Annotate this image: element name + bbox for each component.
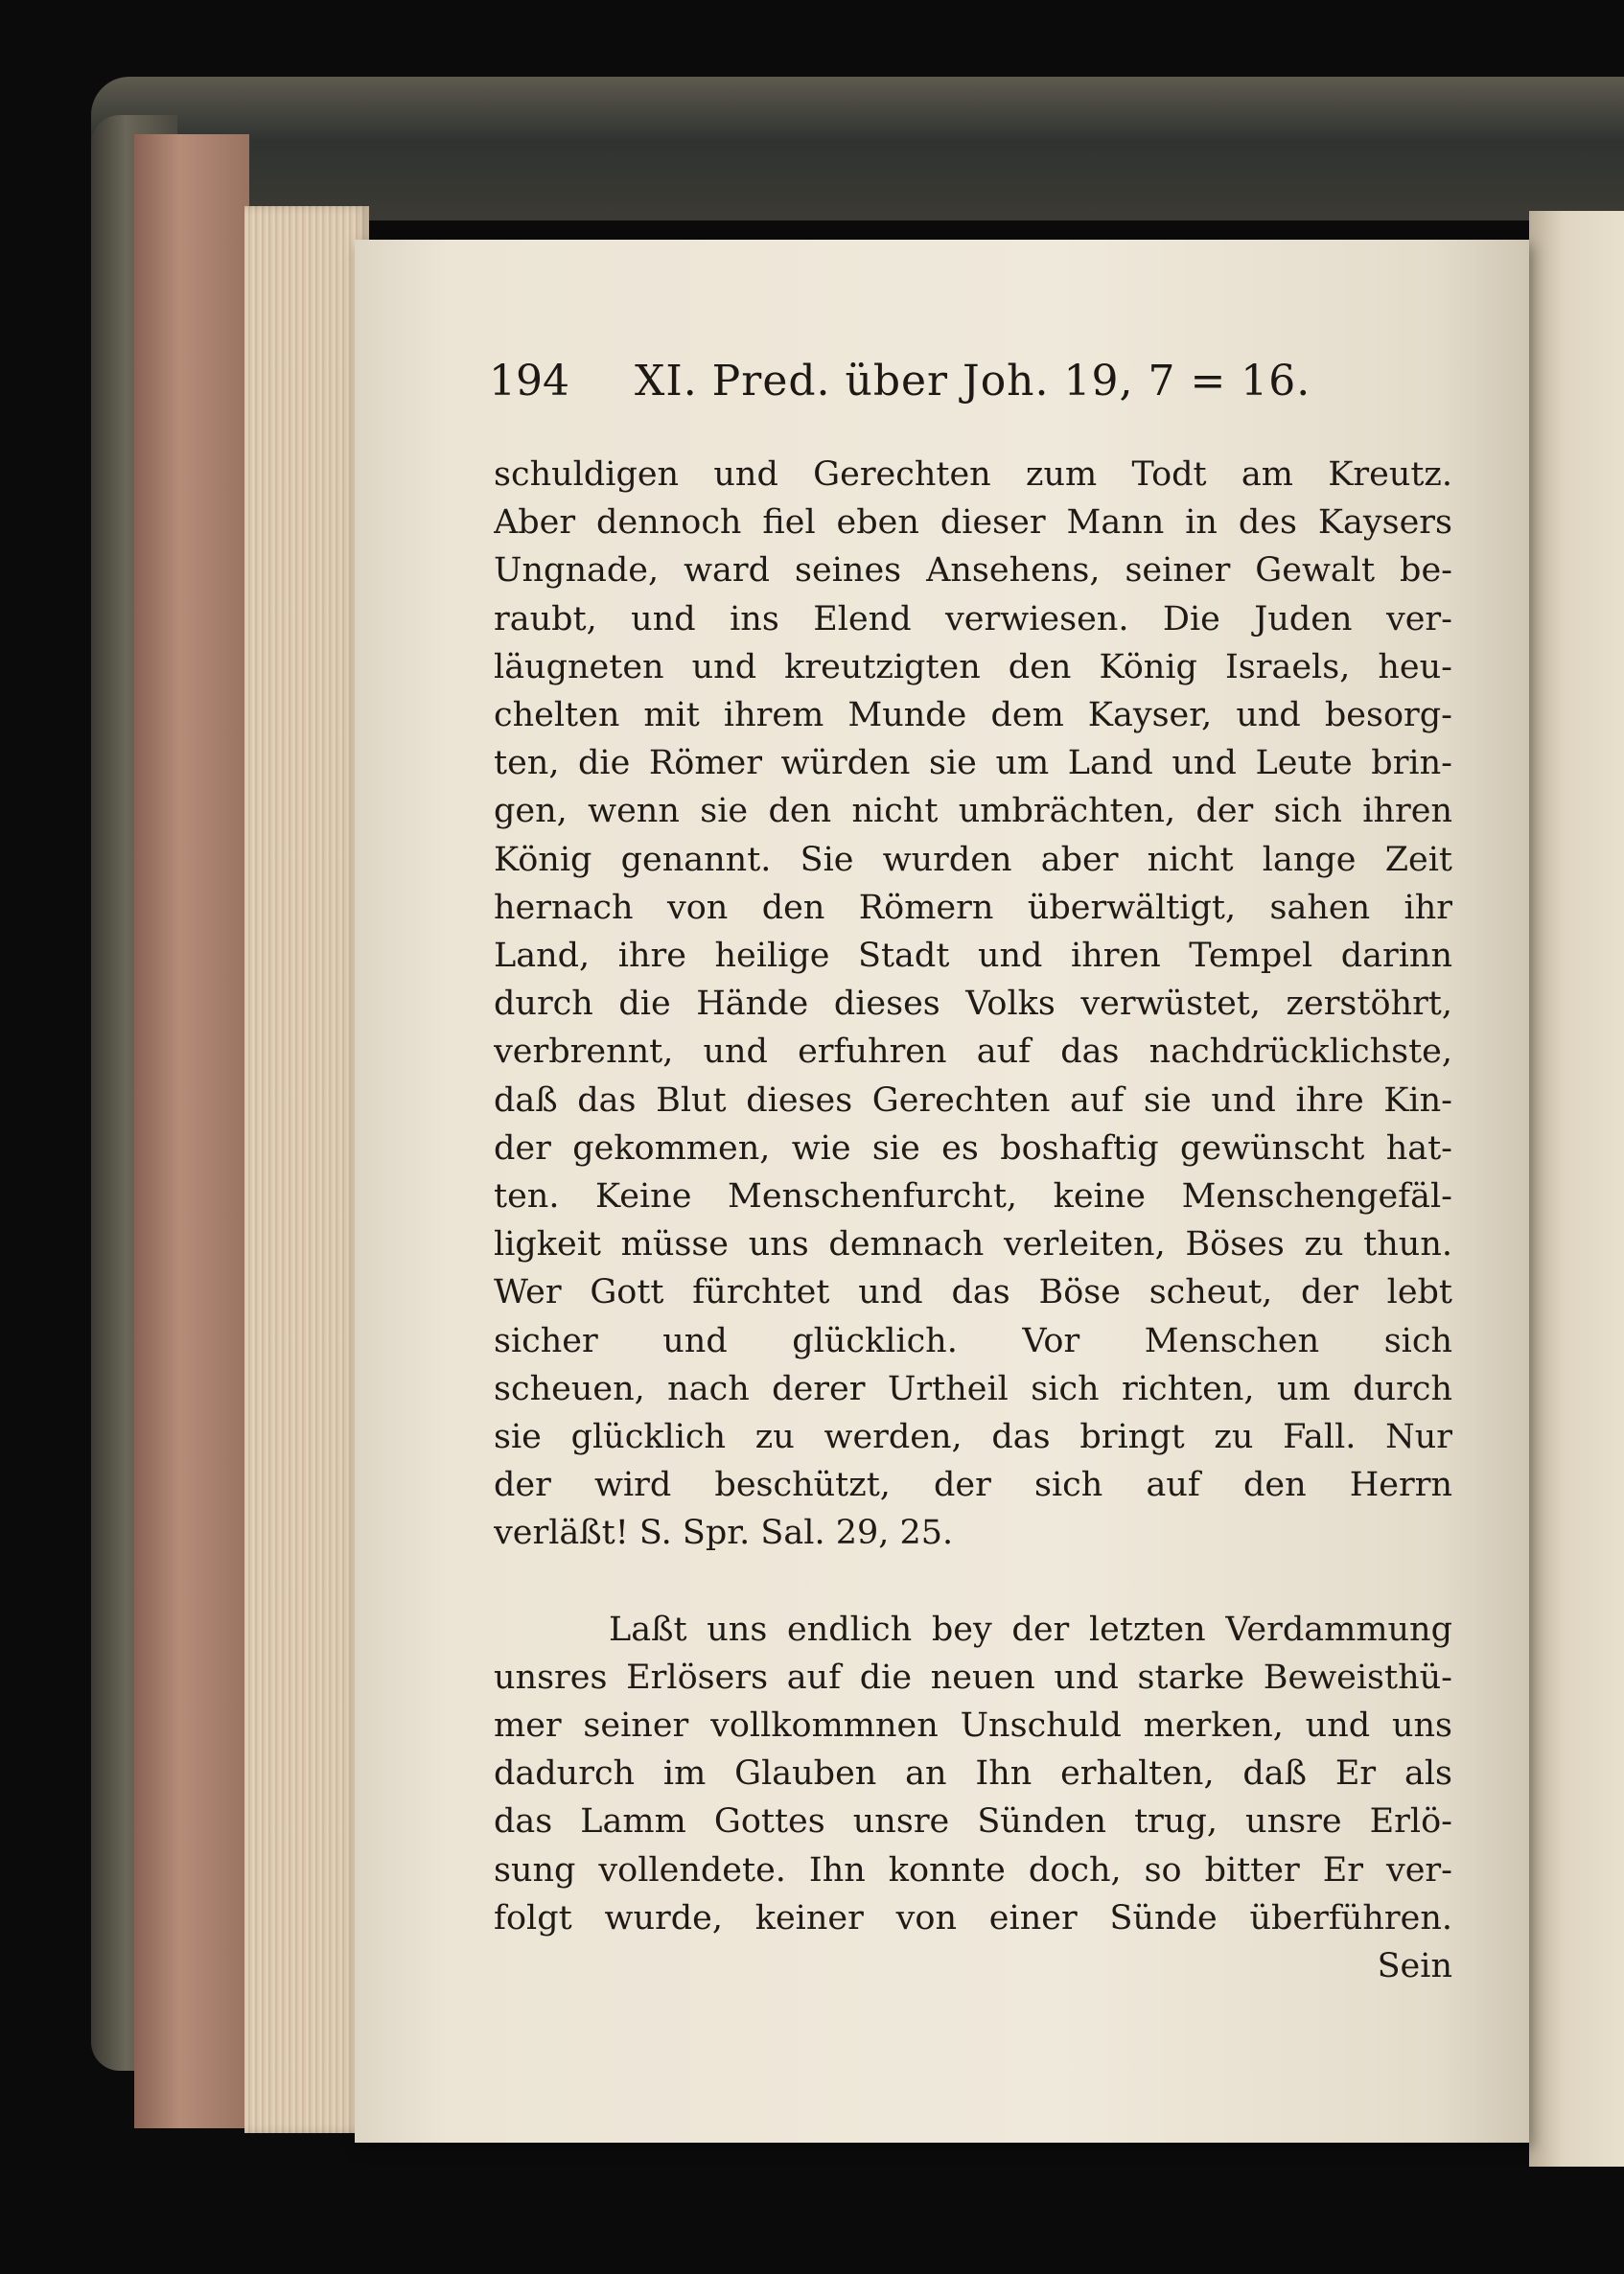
book-top-edge xyxy=(91,77,1624,220)
text-line: durch die Hände dieses Volks verwüstet, zerstöhrt, xyxy=(494,985,1452,1024)
text-line: dadurch im Glauben an Ihn erhalten, daß Er als xyxy=(494,1754,1452,1794)
text-line: folgt wurde, keiner von einer Sünde überführen. xyxy=(494,1898,1452,1938)
paragraph-gap xyxy=(494,1558,1452,1606)
text-line: läugneten und kreutzigten den König Israels, heu- xyxy=(494,647,1452,686)
text-line: Land, ihre heilige Stadt und ihren Tempel darinn xyxy=(494,937,1452,976)
text-line: sung vollendete. Ihn konnte doch, so bitter Er ver- xyxy=(494,1850,1452,1890)
paragraph-2 xyxy=(494,1606,1452,1942)
text-line: das Lamm Gottes unsre Sünden trug, unsre Erlö- xyxy=(494,1802,1452,1842)
text-line: ten. Keine Menschenfurcht, keine Menschengefäl- xyxy=(494,1177,1452,1217)
text-line: Laßt uns endlich bey der letzten Verdammung xyxy=(609,1610,1452,1649)
text-line: raubt, und ins Elend verwiesen. Die Juden ver- xyxy=(494,599,1452,638)
page-number: 194 xyxy=(489,357,569,406)
text-line: schuldigen und Gerechten zum Todt am Kreutz. xyxy=(494,455,1452,494)
text-block xyxy=(494,451,1452,1990)
text-line: scheuen, nach derer Urtheil sich richten, um durch xyxy=(494,1369,1452,1408)
book-cover-board xyxy=(134,134,249,2128)
text-line: der gekommen, wie sie es boshaftig gewünscht hat- xyxy=(494,1128,1452,1168)
text-line: Ungnade, ward seines Ansehens, seiner Gewalt be- xyxy=(494,551,1452,591)
text-line: ligkeit müsse uns demnach verleiten, Böses zu thun. xyxy=(494,1225,1452,1265)
text-line: sie glücklich zu werden, das bringt zu Fall. Nur xyxy=(494,1418,1452,1457)
text-line: verläßt! S. Spr. Sal. 29, 25. xyxy=(494,1514,954,1553)
text-line: der wird beschützt, der sich auf den Herrn xyxy=(494,1466,1452,1505)
text-line: hernach von den Römern überwältigt, sahen ihr xyxy=(494,888,1452,927)
text-line: gen, wenn sie den nicht umbrächten, der sich ihren xyxy=(494,792,1452,831)
running-title: XI. Pred. über Joh. 19, 7 = 16. xyxy=(635,357,1311,406)
catchword: Sein xyxy=(1377,1947,1452,1986)
text-line: sicher und glücklich. Vor Menschen sich xyxy=(494,1321,1452,1360)
facing-page-edge xyxy=(1529,211,1624,2167)
paragraph-1 xyxy=(494,451,1452,1558)
page-header xyxy=(489,357,1476,424)
text-line: Aber dennoch fiel eben dieser Mann in des Kaysers xyxy=(494,503,1452,543)
text-line: daß das Blut dieses Gerechten auf sie und ihre Kin- xyxy=(494,1080,1452,1120)
text-line: König genannt. Sie wurden aber nicht lange Zeit xyxy=(494,840,1452,879)
text-line: mer seiner vollkommnen Unschuld merken, und uns xyxy=(494,1706,1452,1746)
text-line: Wer Gott fürchtet und das Böse scheut, der lebt xyxy=(494,1273,1452,1312)
page-edges xyxy=(244,206,369,2133)
text-line: chelten mit ihrem Munde dem Kayser, und besorg- xyxy=(494,696,1452,735)
text-line: ten, die Römer würden sie um Land und Leute brin- xyxy=(494,744,1452,783)
text-line: verbrennt, und erfuhren auf das nachdrücklichste, xyxy=(494,1033,1452,1072)
text-line: unsres Erlösers auf die neuen und starke Beweisthü- xyxy=(494,1658,1452,1697)
